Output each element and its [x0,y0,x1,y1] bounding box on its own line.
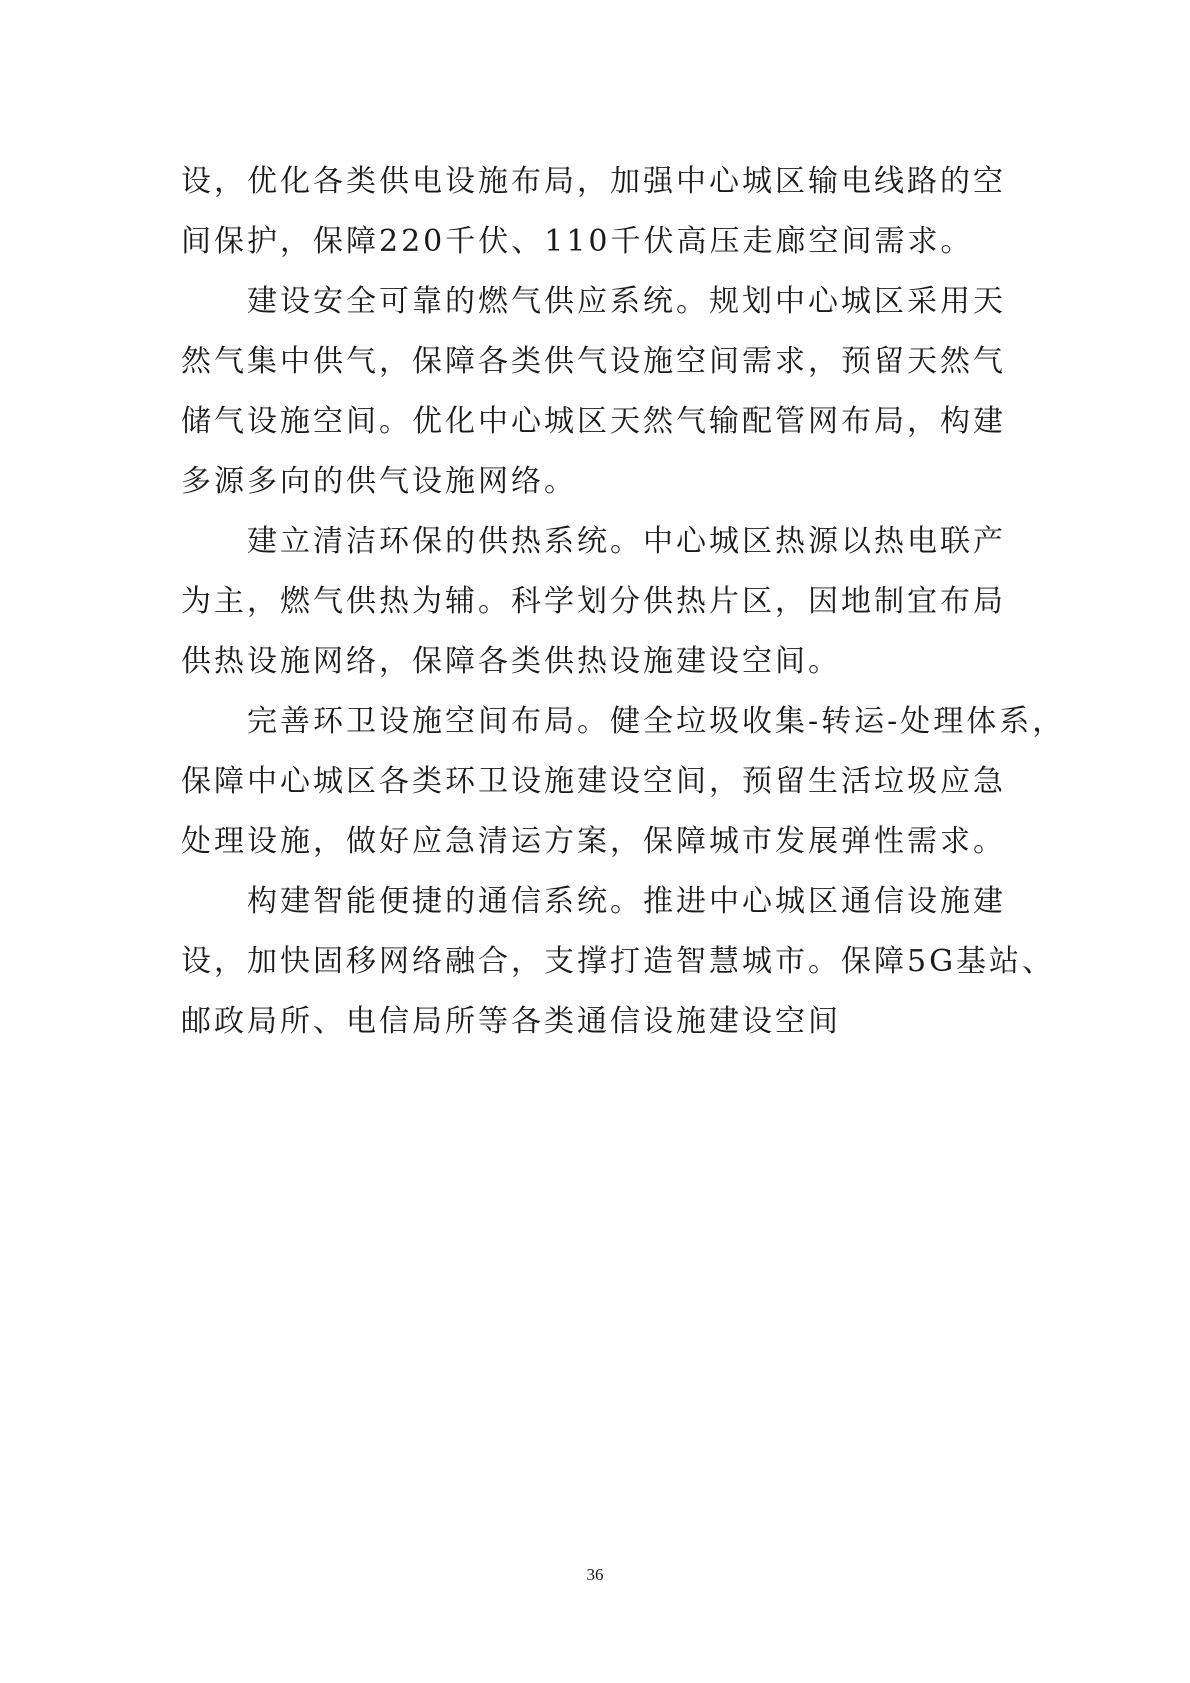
text-line: 然气集中供气，保障各类供气设施空间需求，预留天然气 [181,344,1006,379]
text-line: 完善环卫设施空间布局。健全垃圾收集-转运-处理体系， [247,704,1066,739]
body-text [181,152,1066,1052]
paragraph-power-continued [181,152,1011,272]
text-line: 储气设施空间。优化中心城区天然气输配管网布局，构建 [181,404,1006,439]
text-line: 建立清洁环保的供热系统。中心城区热源以热电联产 [247,524,1006,559]
text-line: 邮政局所、电信局所等各类通信设施建设空间 [181,1004,841,1039]
text-line: 构建智能便捷的通信系统。推进中心城区通信设施建 [247,884,1006,919]
paragraph-heating [181,512,1011,692]
paragraph-sanitation [181,692,1066,872]
text-line: 设，加快固移网络融合，支撑打造智慧城市。保障5G基站、 [181,944,1056,979]
paragraph-gas-supply [181,272,1011,512]
text-line: 多源多向的供气设施网络。 [181,464,577,499]
page-number: 36 [586,1565,604,1584]
paragraph-communication [181,872,1056,1052]
text-line: 建设安全可靠的燃气供应系统。规划中心城区采用天 [247,284,1006,319]
text-line: 间保护，保障220千伏、110千伏高压走廊空间需求。 [181,224,974,259]
text-line: 保障中心城区各类环卫设施建设空间，预留生活垃圾应急 [181,764,1006,799]
text-line: 为主，燃气供热为辅。科学划分供热片区，因地制宜布局 [181,584,1006,619]
text-line: 处理设施，做好应急清运方案，保障城市发展弹性需求。 [181,824,1006,859]
text-line: 供热设施网络，保障各类供热设施建设空间。 [181,644,841,679]
text-line: 设，优化各类供电设施布局，加强中心城区输电线路的空 [181,164,1006,199]
